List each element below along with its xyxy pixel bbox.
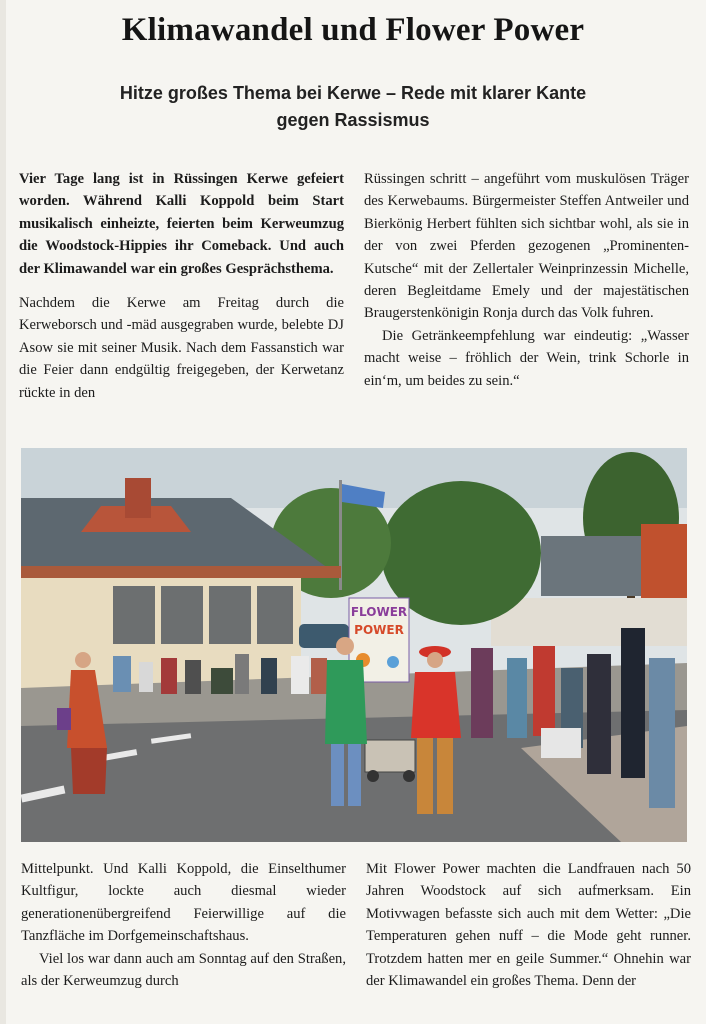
body-paragraph: Mittelpunkt. Und Kalli Koppold, die Einselthumer Kultfigur, lockte auch diesmal wieder generationenübergreifend Feierwillige auf die Tanzfläche im Dorfgemeinschaftshaus. — [21, 861, 346, 945]
lead-paragraph: Vier Tage lang ist in Rüssingen Kerwe gefeiert worden. Während Kalli Koppold beim Start musikalisch einheizte, feierten beim Kerweumzug die Woodstock-Hippies ihr Comeback. Und auch der Klimawandel war ein großes Gesprächsthema. — [19, 171, 344, 277]
body-paragraph: Nachdem die Kerwe am Freitag durch die Kerweborsch und -mäd ausgegraben wurde, belebte DJ Asow sie mit seiner Musik. Nach dem Fassanstich war die Feier dann endgültig freigegeben, der Kerwetanz rückte in den — [19, 295, 344, 401]
building-wall-right — [491, 598, 687, 646]
column-bottom-left — [21, 858, 346, 992]
column-top-left — [19, 168, 344, 404]
body-paragraph: Die Getränkeempfehlung war eindeutig: „Wasser macht weise – fröhlich der Wein, trink Schorle in ein‘m, um beides zu sein.“ — [364, 327, 689, 389]
body-paragraph: Viel los war dann auch am Sonntag auf den Straßen, als der Kerweumzug durch — [21, 950, 346, 990]
subheadline-line-2: gegen Rassismus — [276, 110, 430, 130]
sign-line-1: FLOWER — [350, 605, 408, 619]
page-edge — [0, 0, 6, 1024]
window — [209, 586, 251, 644]
window — [113, 586, 155, 644]
cart-wheel — [403, 770, 415, 782]
body-paragraph: Mit Flower Power machten die Landfrauen nach 50 Jahren Woodstock auf sich aufmerksam. Ein Motivwagen befasste sich auch mit dem Wetter: „Die Temperaturen gehen nuff – die Mode geht runner. Trotzdem hatten mer en geile Summer.“ Ohnehin war der Klimawandel ein großes Thema. Denn der — [366, 861, 691, 990]
sign-flower — [387, 656, 399, 668]
roof-right — [541, 536, 651, 596]
cart-wheel — [367, 770, 379, 782]
roof-gutter — [21, 566, 341, 578]
column-bottom-right — [366, 858, 691, 992]
sign-line-2: POWER — [354, 623, 404, 637]
roof-red-right — [641, 524, 687, 604]
subheadline — [60, 80, 646, 134]
handcart — [365, 740, 415, 772]
chimney — [125, 478, 151, 518]
window — [161, 586, 203, 644]
body-paragraph: Rüssingen schritt – angeführt vom muskulösen Träger des Kerwebaums. Bürgermeister Steffen Antweiler und Bierkönig Herbert fühlten sich sichtbar wohl, als sie in der von zwei Pferden gezogenen „Prominenten-Kutsche“ mit der Zellertaler Weinprinzessin Michelle, deren Begleitdame Emely und der majestätischen Braugerstenkönigin Ronja durch das Volk fuhren. — [364, 171, 689, 322]
parade-photo — [21, 448, 687, 842]
parade-photo-illustration — [21, 448, 687, 842]
subheadline-line-1: Hitze großes Thema bei Kerwe – Rede mit klarer Kante — [119, 83, 587, 103]
window — [257, 586, 293, 644]
headline: Klimawandel und Flower Power — [121, 12, 585, 48]
column-top-right — [364, 168, 689, 392]
